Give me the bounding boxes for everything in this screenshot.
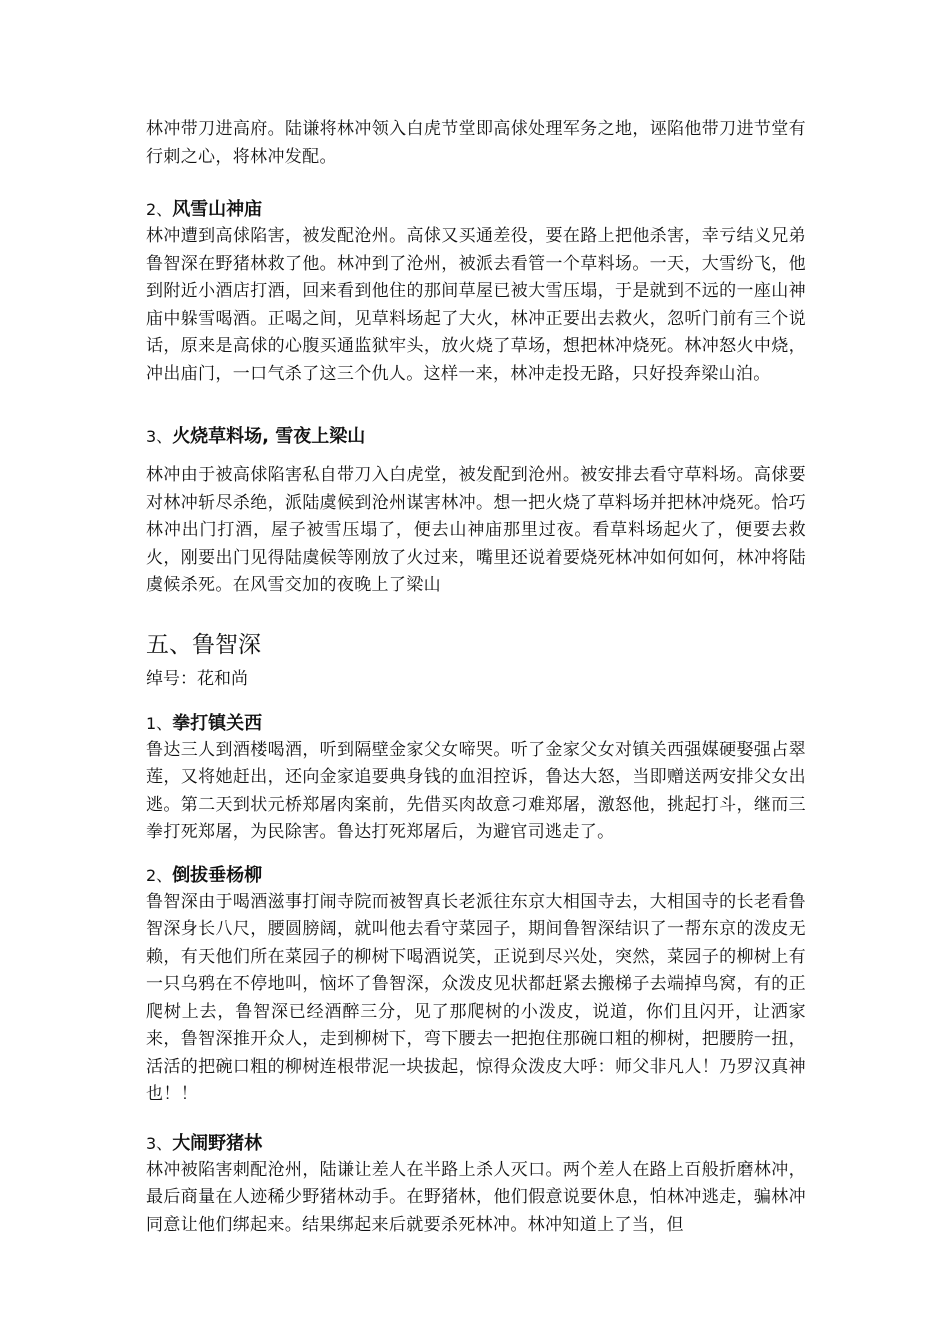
- section-title: 倒拔垂杨柳: [172, 864, 263, 886]
- section-number: 1、: [146, 713, 173, 733]
- chapter-nickname: 绰号：花和尚: [146, 668, 248, 689]
- intro-paragraph: 林冲带刀进高府。陆谦将林冲领入白虎节堂即高俅处理军务之地，诬陷他带刀进节堂有行刺之心，将林冲发配。: [146, 119, 806, 167]
- section-heading-huoshao: [146, 424, 806, 450]
- section-heading-fengxue: [146, 197, 806, 223]
- section-heading-daoba: [146, 863, 806, 889]
- section-number: 3、: [146, 427, 173, 446]
- section-number: 2、: [146, 200, 173, 219]
- document-page: [146, 116, 806, 1239]
- section-number: 2、: [146, 865, 173, 885]
- section-title: 风雪山神庙: [172, 199, 263, 220]
- section-body-huoshao: 林冲由于被高俅陷害私自带刀入白虎堂，被发配到沧州。被安排去看守草料场。高俅要对林冲斩尽杀绝，派陆虞候到沧州谋害林冲。想一把火烧了草料场并把林冲烧死。恰巧林冲出门打酒，屋子被雪压塌了，便去山神庙那里过夜。看草料场起火了，便要去救火，刚要出门见得陆虞候等刚放了火过来，嘴里还说着要烧死林冲如何如何，林冲将陆虞候杀死。在风雪交加的夜晚上了梁山: [146, 465, 806, 595]
- section-body-daoba: 鲁智深由于喝酒滋事打闹寺院而被智真长老派往东京大相国寺去，大相国寺的长老看鲁智深身长八尺，腰圆膀阔，就叫他去看守菜园子，期间鲁智深结识了一帮东京的泼皮无赖，有天他们所在菜园子的柳树下喝酒说笑，正说到尽兴处，突然，菜园子的柳树上有一只乌鸦在不停地叫，恼坏了鲁智深，众泼皮见状都赶紧去搬梯子去端掉鸟窝，有的正爬树上去，鲁智深已经酒醉三分，见了那爬树的小泼皮，说道，你们且闪开，让洒家来，鲁智深推开众人，走到柳树下，弯下腰去一把抱住那碗口粗的柳树，把腰胯一扭，活活的把碗口粗的柳树连根带泥一块拔起，惊得众泼皮大呼：师父非凡人！乃罗汉真神也！！: [146, 891, 806, 1104]
- section-title: 拳打镇关西: [172, 712, 263, 734]
- section-body-danao: 林冲被陷害刺配沧州，陆谦让差人在半路上杀人灭口。两个差人在路上百般折磨林冲，最后商量在人迹稀少野猪林动手。在野猪林，他们假意说要休息，怕林冲逃走，骗林冲同意让他们绑起来。结果绑起来后就要杀死林冲。林冲知道上了当，但: [146, 1159, 806, 1235]
- section-body-fengxue: 林冲遭到高俅陷害，被发配沧州。高俅又买通差役，要在路上把他杀害，幸亏结义兄弟鲁智深在野猪林救了他。林冲到了沧州，被派去看管一个草料场。一天，大雪纷飞，他到附近小酒店打酒，回来看到他住的那间草屋已被大雪压塌，于是就到不远的一座山神庙中躲雪喝酒。正喝之间，见草料场起了大火，林冲正要出去救火，忽听门前有三个说话，原来是高俅的心腹买通监狱牢头，放火烧了草场，想把林冲烧死。林冲怒火中烧，冲出庙门，一口气杀了这三个仇人。这样一来，林冲走投无路，只好投奔梁山泊。: [146, 226, 806, 384]
- section-number: 3、: [146, 1133, 173, 1153]
- chapter-title: 五、鲁智深: [146, 631, 261, 658]
- section-heading-quanda: [146, 711, 806, 737]
- section-title: 大闹野猪林: [172, 1132, 263, 1154]
- section-title: 火烧草料场, 雪夜上梁山: [172, 426, 366, 447]
- section-heading-danao: [146, 1131, 806, 1157]
- section-body-quanda: 鲁达三人到酒楼喝酒，听到隔壁金家父女啼哭。听了金家父女对镇关西强媒硬娶强占翠莲，又将她赶出，还向金家追要典身钱的血泪控诉，鲁达大怒，当即赠送两安排父女出逃。第二天到状元桥郑屠肉案前，先借买肉故意刁难郑屠，激怒他，挑起打斗，继而三拳打死郑屠，为民除害。鲁达打死郑屠后，为避官司逃走了。: [146, 739, 806, 842]
